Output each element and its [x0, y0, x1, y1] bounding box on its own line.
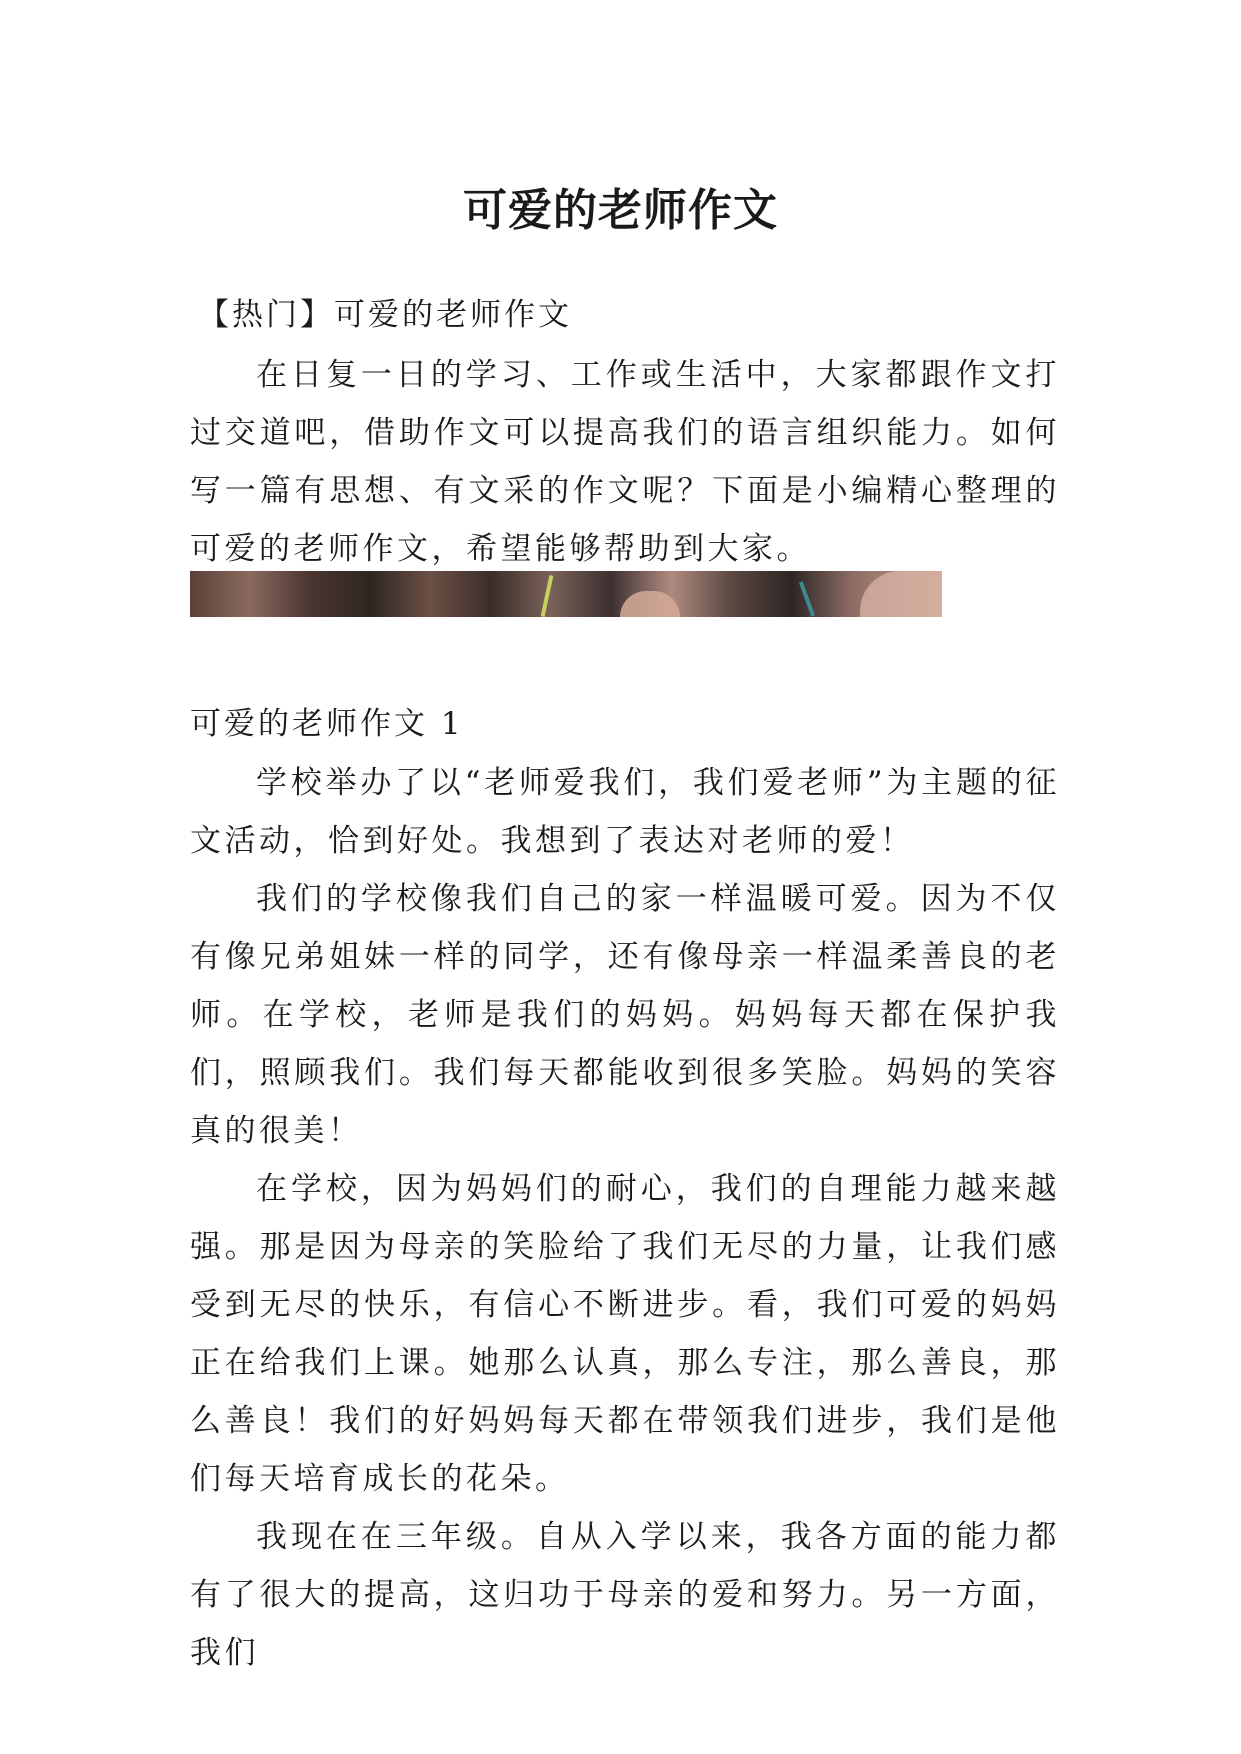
document-subtitle: 【热门】可爱的老师作文 [198, 297, 572, 333]
section-heading: 可爱的老师作文 1 [190, 706, 464, 742]
intro-block [190, 346, 1060, 578]
article-photo [190, 571, 942, 617]
essay-paragraph: 在学校，因为妈妈们的耐心，我们的自理能力越来越强。那是因为母亲的笑脸给了我们无尽的力量，让我们感受到无尽的快乐，有信心不断进步。看，我们可爱的妈妈正在给我们上课。她那么认真，那么专注，那么善良，那么善良！我们的好妈妈每天都在带领我们进步，我们是他们每天培育成长的花朵。 [190, 1171, 1060, 1497]
essay-paragraph: 我们的学校像我们自己的家一样温暖可爱。因为不仅有像兄弟姐妹一样的同学，还有像母亲一样温柔善良的老师。在学校，老师是我们的妈妈。妈妈每天都在保护我们，照顾我们。我们每天都能收到很多笑脸。妈妈的笑容真的很美！ [190, 881, 1060, 1149]
essay-paragraph: 学校举办了以“老师爱我们，我们爱老师”为主题的征文活动，恰到好处。我想到了表达对老师的爱！ [190, 765, 1060, 859]
photo-detail [541, 575, 554, 617]
photo-detail [799, 581, 815, 616]
photo-detail [860, 571, 942, 617]
essay-paragraph: 我现在在三年级。自从入学以来，我各方面的能力都有了很大的提高，这归功于母亲的爱和努力。另一方面，我们 [190, 1519, 1060, 1671]
essay-body [190, 754, 1060, 1682]
document-title: 可爱的老师作文 [463, 185, 778, 237]
photo-detail [620, 591, 680, 617]
intro-paragraph: 在日复一日的学习、工作或生活中，大家都跟作文打过交道吧，借助作文可以提高我们的语言组织能力。如何写一篇有思想、有文采的作文呢？下面是小编精心整理的可爱的老师作文，希望能够帮助到大家。 [190, 357, 1060, 567]
